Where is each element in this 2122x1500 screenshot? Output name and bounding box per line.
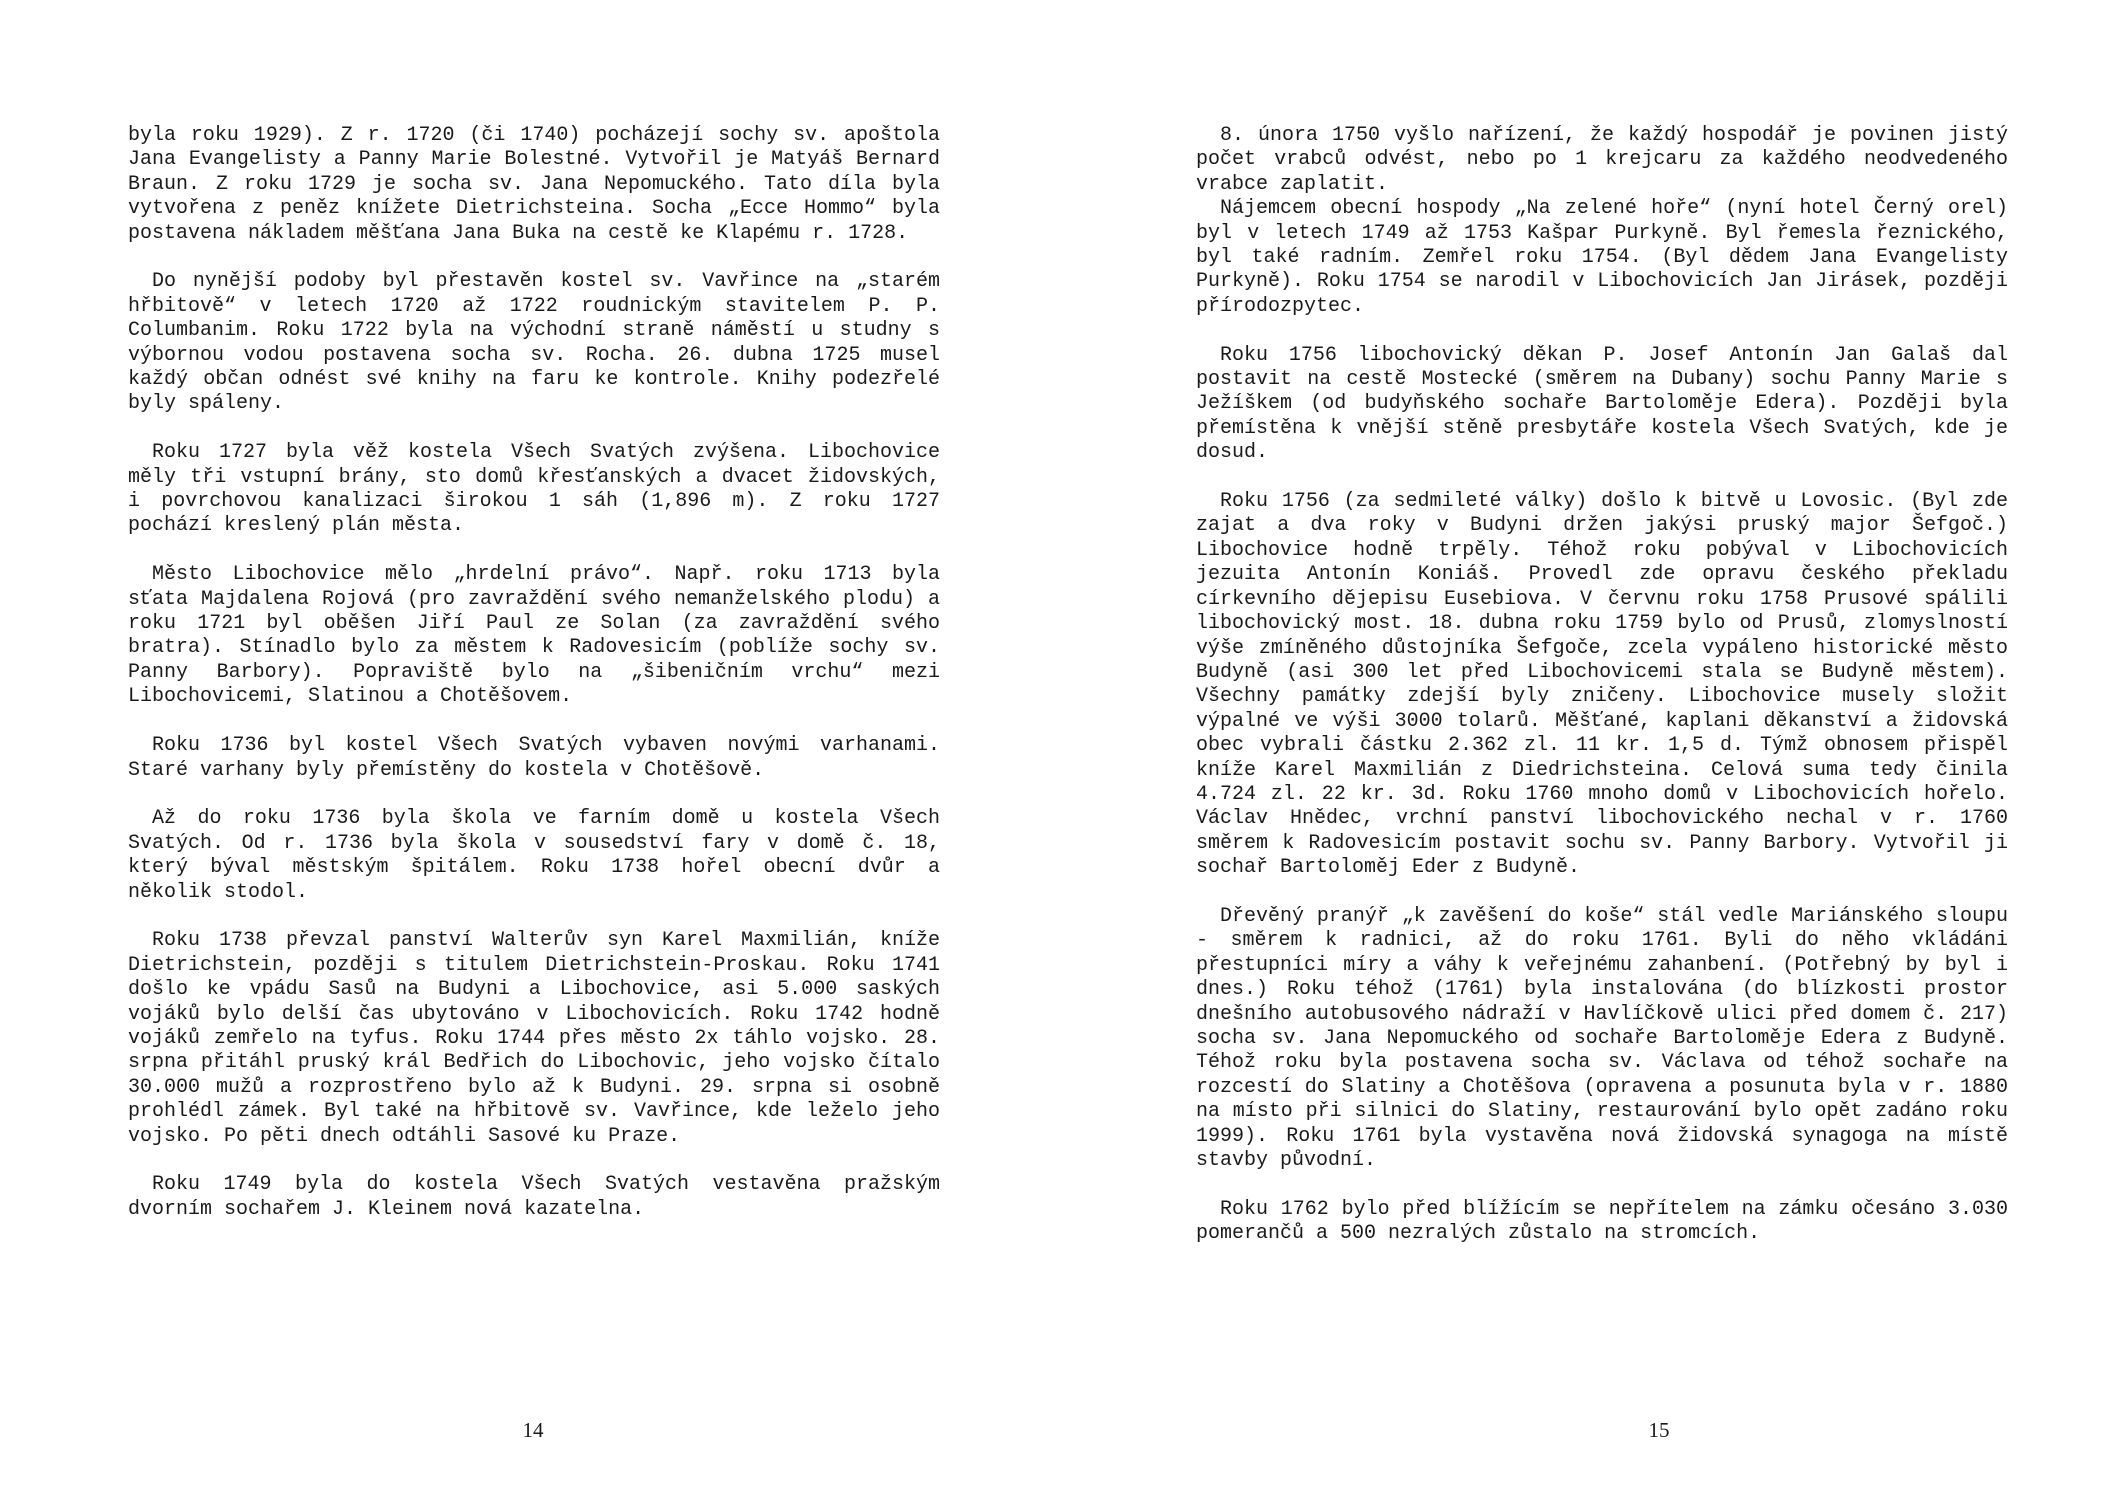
paragraph: Roku 1756 (za sedmileté války) došlo k bitvě u Lovosic. (Byl zde zajat a dva roky v Budyni držen jakýsi pruský major Šefgoč.) Libochovice hodně trpěly. Téhož roku pobýval v Libochovicích jezuita Antonín Koniáš. Provedl zde opravu českého překladu církevního dějepisu Eusebiova. V červnu roku 1758 Prusové spálili libochovický most. 18. dubna roku 1759 bylo od Prusů, zlomyslností výše zmíněného důstojníka Šefgoče, zcela vypáleno historické město Budyně (asi 300 let před Libochovicemi stala se Budyně městem). Všechny památky zdejší byly zničeny. Libochovice musely složit výpalné ve výši 3000 tolarů. Měšťané, kaplani děkanství a židovská obec vybrali částku 2.362 zl. 11 kr. 1,5 d. Týmž obnosem přispěl kníže Karel Maxmilián z Diedrichsteina. Celová suma tedy činila 4.724 zl. 22 kr. 3d. Roku 1760 mnoho domů v Libochovicích hořelo. Václav Hnědec, vrchní panství libochovického nechal v r. 1760 směrem k Radovesicím postavit sochu sv. Panny Barbory. Vytvořil ji sochař Bartoloměj Eder z Budyně. [1196, 490, 2008, 880]
paragraph: Město Libochovice mělo „hrdelní právo“. Např. roku 1713 byla sťata Majdalena Rojová (pro zavraždění svého nemanželského plodu) a roku 1721 byl oběšen Jiří Paul ze Solan (za zavraždění svého bratra). Stínadlo bylo za městem k Radovesicím (poblíže sochy sv. Panny Barbory). Popraviště bylo na „šibeničním vrchu“ mezi Libochovicemi, Slatinou a Chotěšovem. [128, 563, 940, 709]
left-page-text [128, 124, 940, 1247]
paragraph: Roku 1738 převzal panství Walterův syn Karel Maxmilián, kníže Dietrichstein, později s titulem Dietrichstein-Proskau. Roku 1741 došlo ke vpádu Sasů na Budyni a Libochovice, asi 5.000 saských vojáků bylo delší čas ubytováno v Libochovicích. Roku 1742 hodně vojáků zemřelo na tyfus. Roku 1744 přes město 2x táhlo vojsko. 28. srpna přitáhl pruský král Bedřich do Libochovic, jeho vojsko čítalo 30.000 mužů a rozprostřeno bylo až k Budyni. 29. srpna si osobně prohlédl zámek. Byl také na hřbitově sv. Vavřince, kde leželo jeho vojsko. Po pěti dnech odtáhli Sasové ku Praze. [128, 929, 940, 1148]
paragraph: Dřevěný pranýř „k zavěšení do koše“ stál vedle Mariánského sloupu - směrem k radnici, až do roku 1761. Byli do něho vkládáni přestupníci míry a váhy k veřejnému zahanbení. (Potřebný by byl i dnes.) Roku téhož (1761) byla instalována (do blízkosti prostor dnešního autobusového nádraží v Havlíčkově ulici před domem č. 217) socha sv. Jana Nepomuckého od sochaře Bartoloměje Edera z Budyně. Téhož roku byla postavena socha sv. Václava od téhož sochaře na rozcestí do Slatiny a Chotěšova (opravena a posunuta byla v r. 1880 na místo při silnici do Slatiny, restaurování bylo opět zadáno roku 1999). Roku 1761 byla vystavěna nová židovská synagoga na místě stavby původní. [1196, 904, 2008, 1173]
paragraph: Až do roku 1736 byla škola ve farním domě u kostela Všech Svatých. Od r. 1736 byla škola v sousedství fary v domě č. 18, který býval městským špitálem. Roku 1738 hořel obecní dvůr a několik stodol. [128, 807, 940, 904]
paragraph: Roku 1727 byla věž kostela Všech Svatých zvýšena. Libochovice měly tři vstupní brány, sto domů křesťanských a dvacet židovských, i povrchovou kanalizaci širokou 1 sáh (1,896 m). Z roku 1727 pochází kreslený plán města. [128, 441, 940, 538]
paragraph: byla roku 1929). Z r. 1720 (či 1740) pocházejí sochy sv. apoštola Jana Evangelisty a Panny Marie Bolestné. Vytvořil je Matyáš Bernard Braun. Z roku 1729 je socha sv. Jana Nepomuckého. Tato díla byla vytvořena z peněz knížete Dietrichsteina. Socha „Ecce Hommo“ byla postavena nákladem měšťana Jana Buka na cestě ke Klapému r. 1728. [128, 124, 940, 245]
paragraph: 8. února 1750 vyšlo nařízení, že každý hospodář je povinen jistý počet vrabců odvést, nebo po 1 krejcaru za každého neodvedeného vrabce zaplatit. [1196, 124, 2008, 196]
paragraph: Roku 1762 bylo před blížícím se nepřítelem na zámku očesáno 3.030 pomerančů a 500 nezralých zůstalo na stromcích. [1196, 1197, 2008, 1246]
paragraph: Nájemcem obecní hospody „Na zelené hoře“ (nyní hotel Černý orel) byl v letech 1749 až 1753 Kašpar Purkyně. Byl řemesla řeznického, byl také radním. Zemřel roku 1754. (Byl dědem Jana Evangelisty Purkyně). Roku 1754 se narodil v Libochovicích Jan Jirásek, později přírodozpytec. [1196, 197, 2008, 318]
paragraph: Roku 1756 libochovický děkan P. Josef Antonín Jan Galaš dal postavit na cestě Mostecké (směrem na Dubany) sochu Panny Marie s Ježíškem (od budyňského sochaře Bartoloměje Edera). Později byla přemístěna k vnější stěně presbytáře kostela Všech Svatých, kde je dosud. [1196, 343, 2008, 465]
paragraph: Roku 1749 byla do kostela Všech Svatých vestavěna pražským dvorním sochařem J. Kleinem nová kazatelna. [128, 1173, 940, 1221]
paragraph: Do nynější podoby byl přestavěn kostel sv. Vavřince na „starém hřbitově“ v letech 1720 až 1722 roudnickým stavitelem P. P. Columbanim. Roku 1722 byla na východní straně náměstí u studny s výbornou vodou postavena socha sv. Rocha. 26. dubna 1725 musel každý občan odnést své knihy na faru ke kontrole. Knihy podezřelé byly spáleny. [128, 270, 940, 416]
page-number: 14 [522, 1418, 544, 1442]
right-page [1061, 0, 2122, 1500]
page-number: 15 [1648, 1418, 1670, 1442]
paragraph: Roku 1736 byl kostel Všech Svatých vybaven novými varhanami. Staré varhany byly přemístěny do kostela v Chotěšově. [128, 734, 940, 782]
right-page-text [1196, 124, 2008, 1271]
